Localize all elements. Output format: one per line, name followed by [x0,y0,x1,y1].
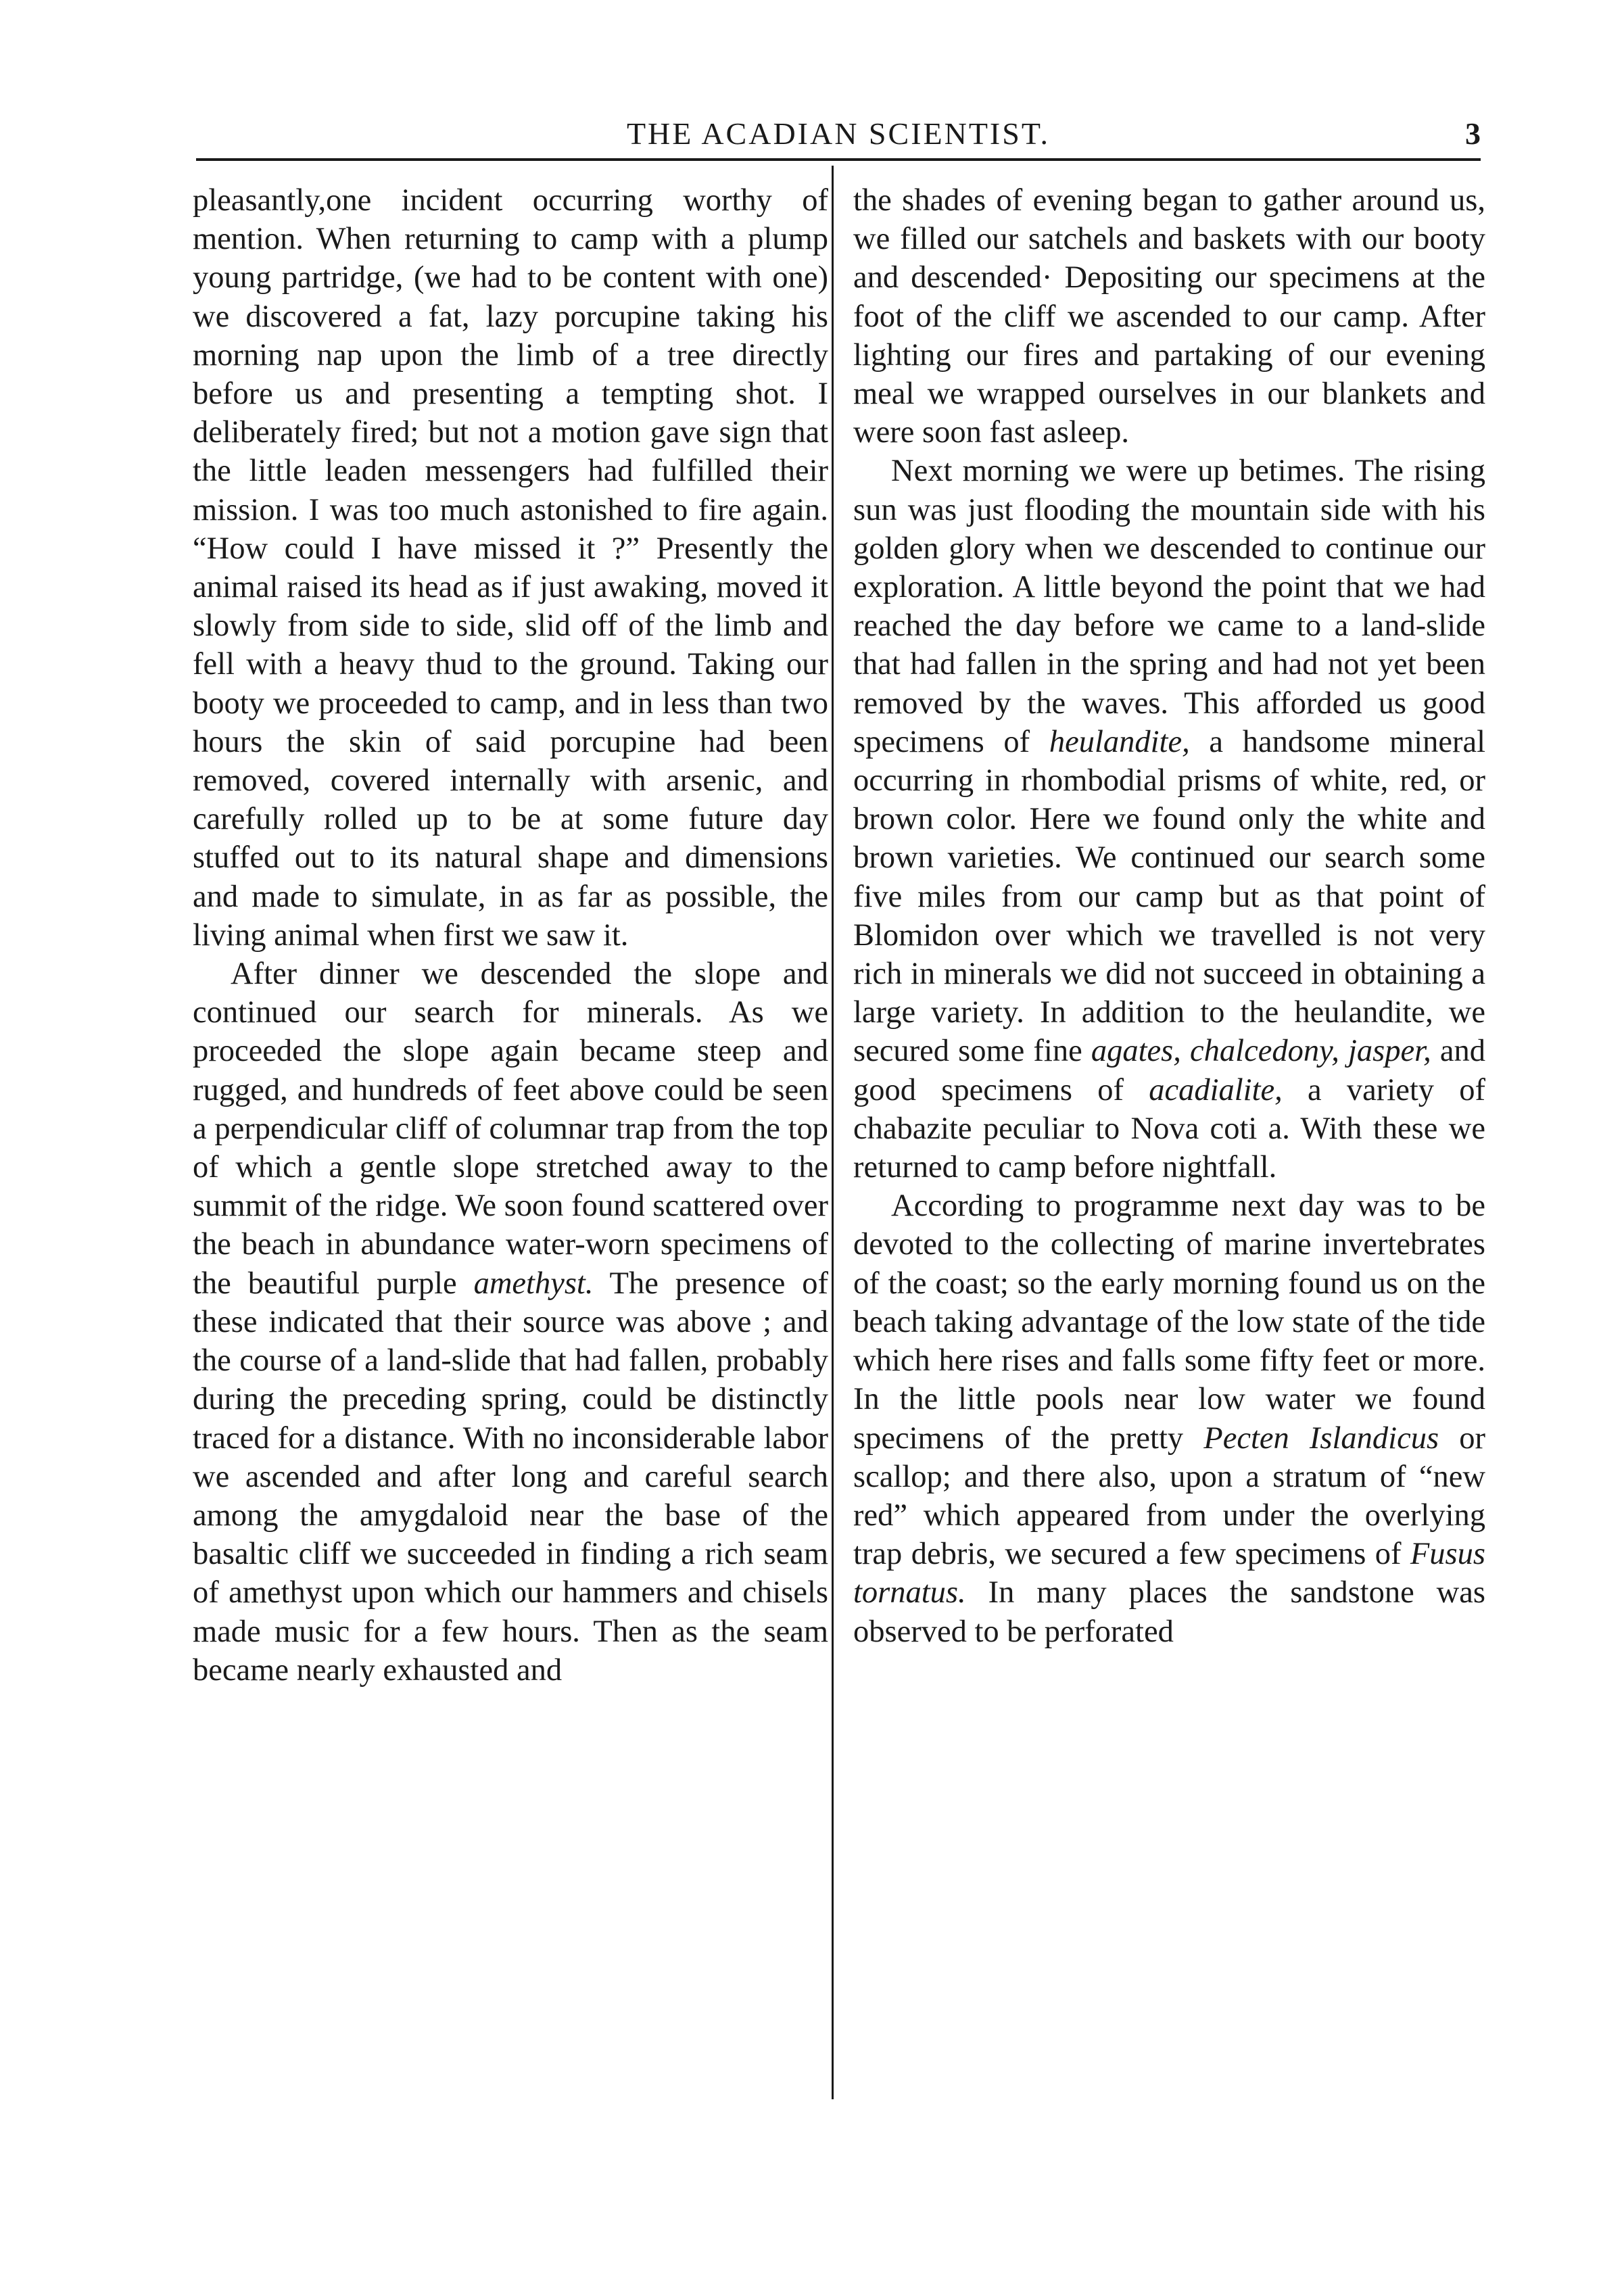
page-number: 3 [1465,116,1481,151]
left-paragraph-1 [193,181,828,955]
term-chalcedony: chalcedony, [1190,1034,1339,1069]
left-p2-text-a: After dinner we descended the slope and continued our search for minerals. As we proceeded the slope again became steep and rugged, and hundreds of feet above could be seen a perpendicular cliff of columnar trap from the top of which a gentle slope stretched away to the summit of the ridge. We soon found scattered over the beach in abundance water-worn specimens of the beautiful purple [193,957,828,1301]
right-p2-text-a: Next morning we were up betimes. The rising sun was just flooding the mountain side with his golden glory when we descended to continue our exploration. A little beyond the point that we had reached the day before we came to a land-slide that had fallen in the spring and had not yet been removed by the waves. This afforded us good specimens of [853,454,1485,759]
header-rule [196,158,1481,161]
term-acadialite: acadialite, [1149,1072,1283,1107]
journal-title: THE ACADIAN SCIENTIST. [626,116,1051,151]
right-paragraph-3 [853,1187,1485,1650]
right-p2-text-d: a variety of chabazite peculiar to Nova coti a. With these we returned to camp before nightfall. [853,1072,1485,1185]
right-p2-text-b: a handsome mineral occurring in rhombodial prisms of white, red, or brown color. Here we found only the white and brown varieties. We continued our search some five miles from our camp but as that point of Blomidon over which we travelled is not very rich in minerals we did not succeed in obtaining a large variety. In addition to the heulandite, we secured some fine [853,724,1485,1069]
right-p3-text-b: or scallop; and there also, upon a stratum of “new red” which appeared from under the overlying trap debris, we secured a few specimens of [853,1420,1485,1572]
right-paragraph-1 [853,181,1485,452]
page-header [196,114,1481,154]
right-p1-text: the shades of evening began to gather around us, we filled our satchels and baskets with our booty and descended· Depositing our specimens at the foot of the cliff we ascended to our camp. After lighting our fires and partaking of our evening meal we wrapped ourselves in our blankets and were soon fast asleep. [853,183,1485,450]
right-p2-text-c: and good specimens of [853,1034,1485,1107]
left-column [193,181,828,1690]
left-p2-text-b: The presence of these indicated that their source was above ; and the course of a land-slide that had fallen, probably during the preceding spring, could be distinctly traced for a distance. With no inconsiderable labor we ascended and after long and careful search among the amygdaloid near the base of the basaltic cliff we succeeded in finding a rich seam of amethyst upon which our hammers and chisels made music for a few hours. Then as the seam became nearly exhausted and [193,1266,828,1688]
left-p1-text: pleasantly,one incident occurring worthy of mention. When returning to camp with a plump young partridge, (we had to be content with one) we discovered a fat, lazy porcupine taking his morning nap upon the limb of a tree directly before us and presenting a tempting shot. I deliberately fired; but not a motion gave sign that the little leaden messengers had fulfilled their mission. I was too much astonished to fire again. “How could I have missed it ?” Presently the animal raised its head as if just awaking, moved it slowly from side to side, slid off of the limb and fell with a heavy thud to the ground. Taking our booty we proceeded to camp, and in less than two hours the skin of said porcupine had been removed, covered internally with arsenic, and carefully rolled up to be at some future day stuffed out to its natural shape and dimensions and made to simulate, in as far as possible, the living animal when first we saw it. [193,183,828,953]
term-jasper: jasper, [1347,1034,1431,1069]
term-pecten-islandicus: Pecten Islandicus [1203,1420,1439,1456]
term-amethyst: amethyst. [473,1266,594,1301]
column-divider [832,166,834,2099]
term-heulandite: heulandite, [1049,724,1190,759]
right-column [853,181,1485,1651]
left-paragraph-2 [193,955,828,1690]
term-agates: agates, [1091,1034,1181,1069]
right-p3-text-c: In many places the sandstone was observed to be perforated [853,1575,1485,1649]
term-fusus-tornatus: Fusus tornatus. [853,1537,1485,1610]
right-p3-text-a: According to programme next day was to be devoted to the collecting of marine invertebrates of the coast; so the early morning found us on the beach taking advantage of the low state of the tide which here rises and falls some fifty feet or more. In the little pools near low water we found specimens of the pretty [853,1189,1485,1456]
right-paragraph-2 [853,452,1485,1187]
